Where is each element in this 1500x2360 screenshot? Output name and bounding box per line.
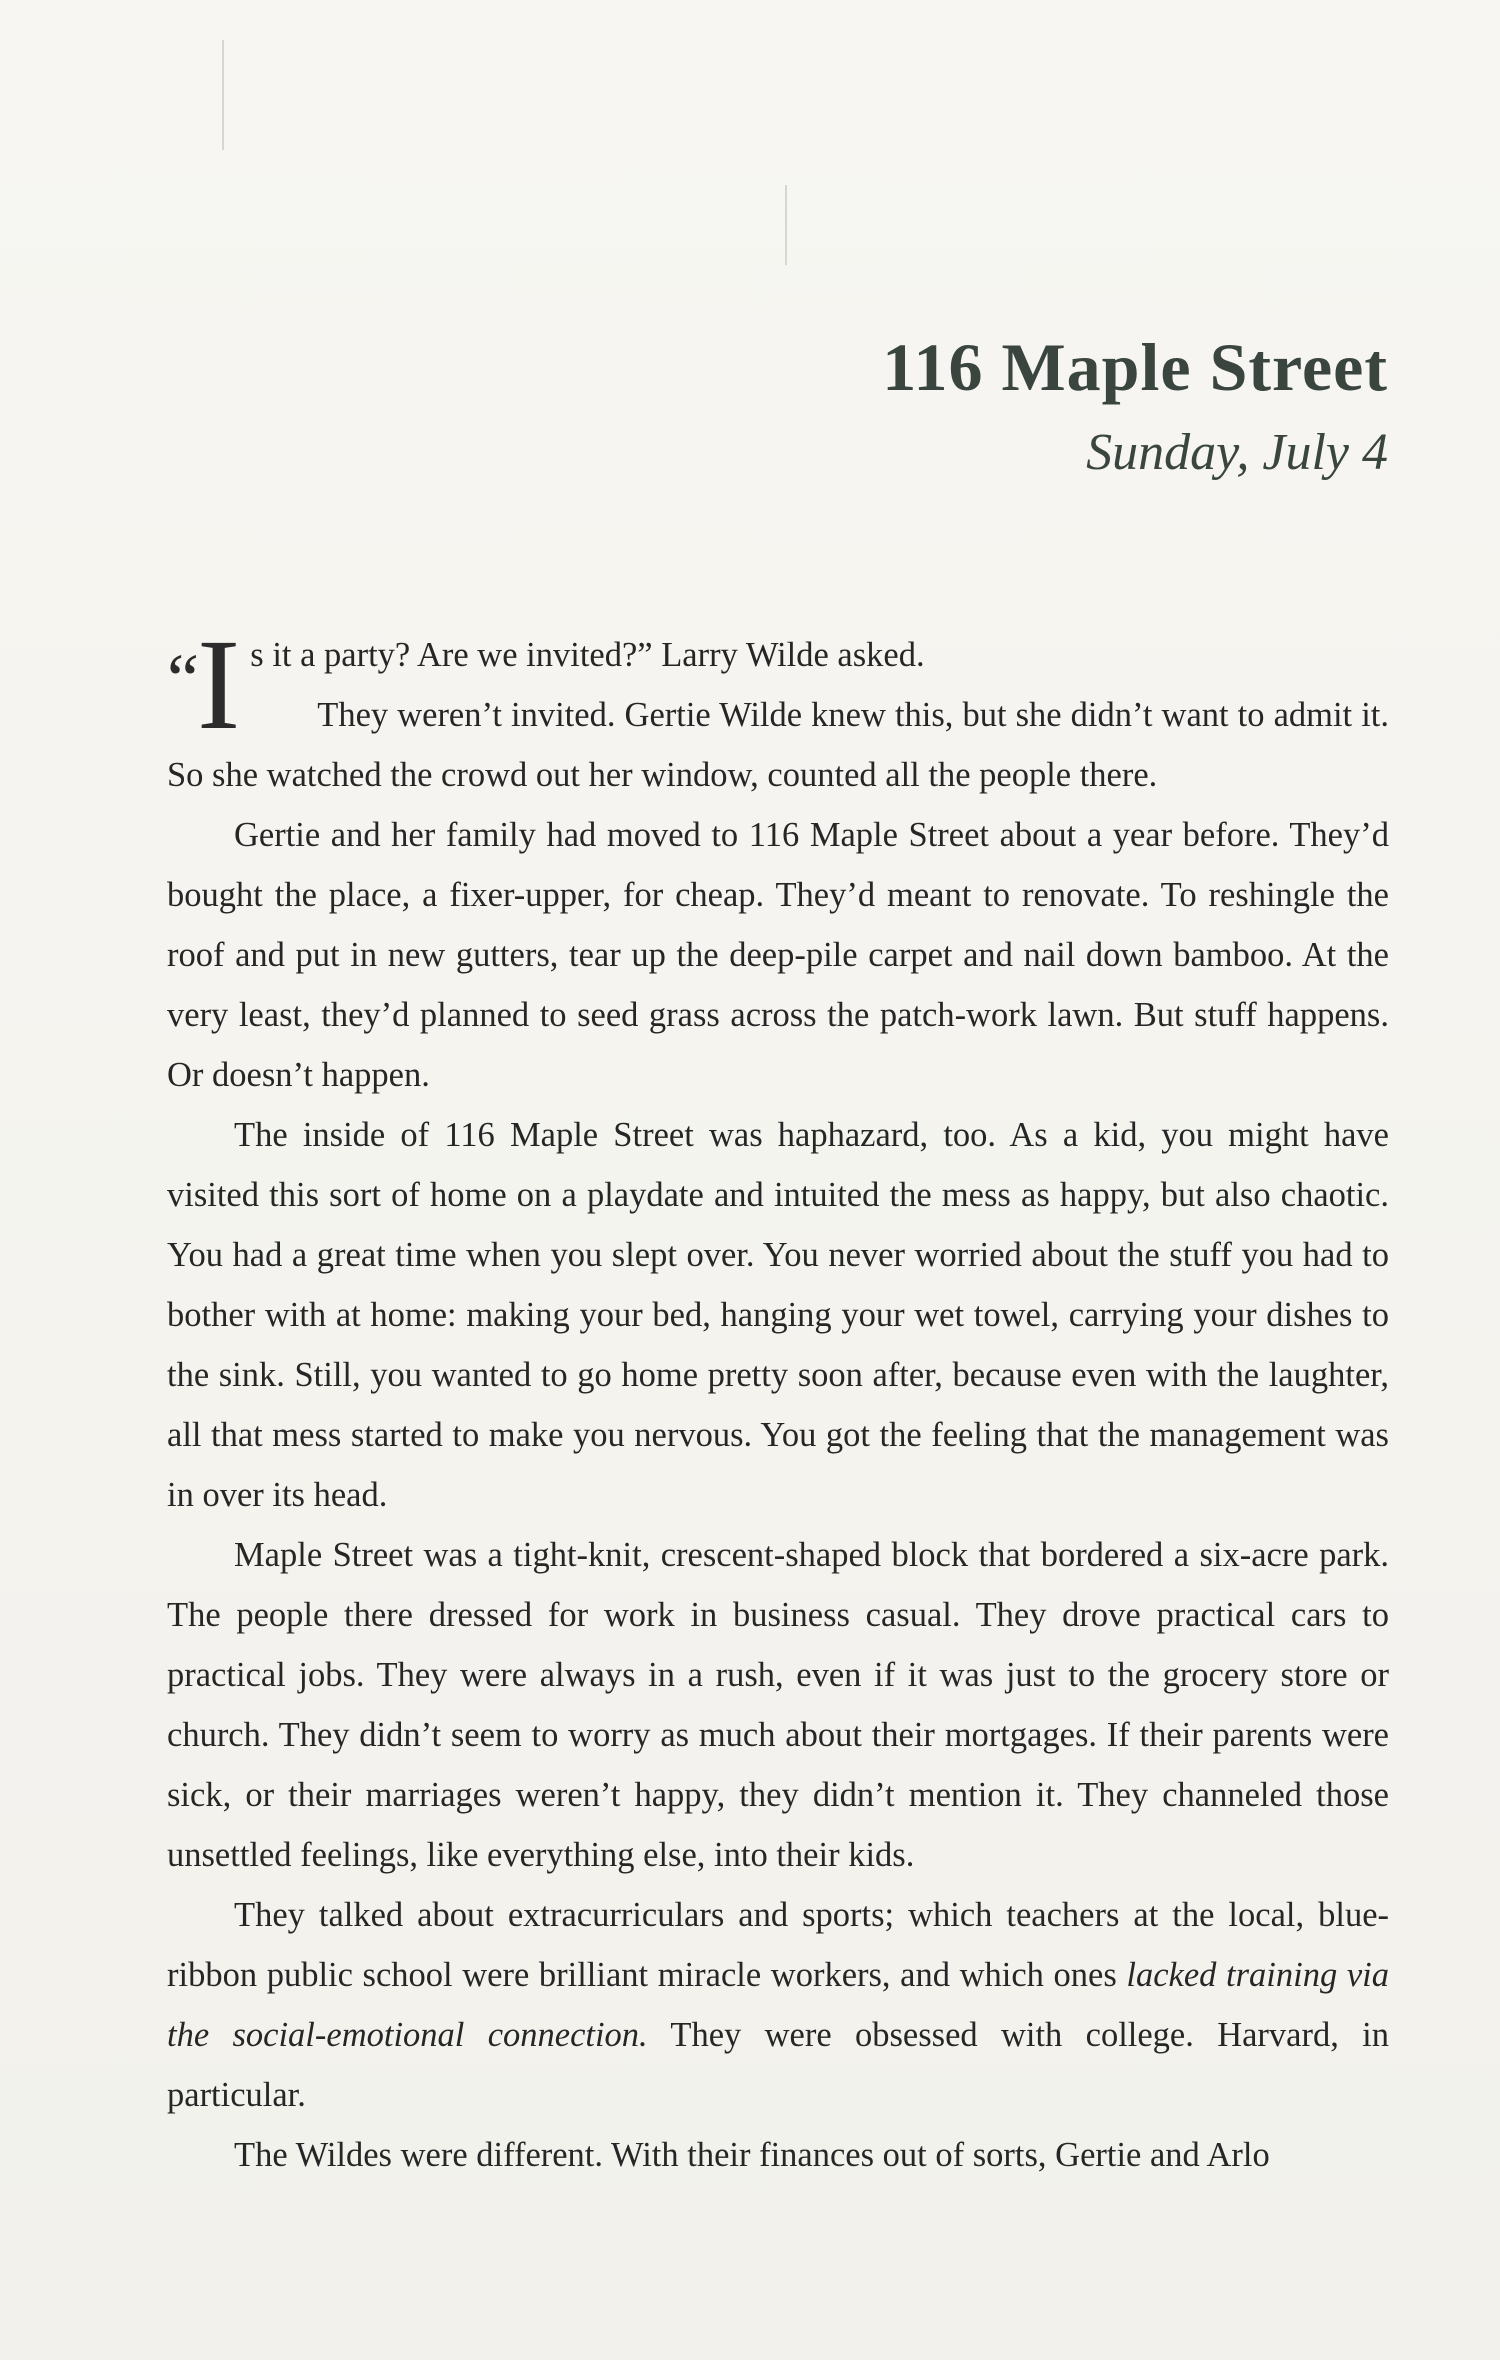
scan-mark [785,185,787,265]
paragraph-1: They weren’t invited. Gertie Wilde knew this, but she didn’t want to admit it. So she watched the crowd out her window, counted all the people there. [167,696,1389,794]
drop-cap [167,613,241,757]
paragraph-5-start: They talked about extracurriculars and sports; which teachers at the local, blue-ribbon public school were brilliant miracle workers, and which ones [167,1896,1389,1994]
opening-quote-mark: “ [167,639,199,719]
chapter-title: 116 Maple Street [882,329,1388,405]
paragraph-2: Gertie and her family had moved to 116 Maple Street about a year before. They’d bought the place, a fixer-upper, for cheap. They’d meant to renovate. To reshingle the roof and put in new gutters, tear up the deep-pile carpet and nail down bamboo. At the very least, they’d planned to seed grass across the patch-work lawn. But stuff happens. Or doesn’t happen. [167,816,1389,1094]
chapter-header [882,322,1388,488]
paragraph-3: The inside of 116 Maple Street was haphazard, too. As a kid, you might have visited this sort of home on a playdate and intuited the mess as happy, but also chaotic. You had a great time when you slept over. You never worried about the stuff you had to bother with at home: making your bed, hanging your wet towel, carrying your dishes to the sink. Still, you wanted to go home pretty soon after, because even with the laughter, all that mess started to make you nervous. You got the feeling that the management was in over its head. [167,1116,1389,1514]
opening-paragraph [167,613,1389,805]
paragraph-5 [167,1885,1389,2125]
body-text [167,613,1390,2185]
paragraph-6: The Wildes were different. With their finances out of sorts, Gertie and Arlo [234,2136,1270,2174]
drop-cap-letter: I [196,613,241,757]
scan-mark [222,40,224,150]
paragraph-4: Maple Street was a tight-knit, crescent-shaped block that bordered a six-acre park. The people there dressed for work in business casual. They drove practical cars to practical jobs. They were always in a rush, even if it was just to the grocery store or church. They didn’t seem to worry as much about their mortgages. If their parents were sick, or their marriages weren’t happy, they didn’t mention it. They channeled those unsettled feelings, like everything else, into their kids. [167,1536,1389,1874]
paragraph-5-italic: lacked training via the social-emotional connection. [167,1956,1389,2054]
opening-line: s it a party? Are we invited?” Larry Wilde asked. [250,636,925,674]
paragraph-5-end: They were obsessed with college. Harvard, in particular. [167,2016,1390,2114]
chapter-date: Sunday, July 4 [1086,424,1388,481]
